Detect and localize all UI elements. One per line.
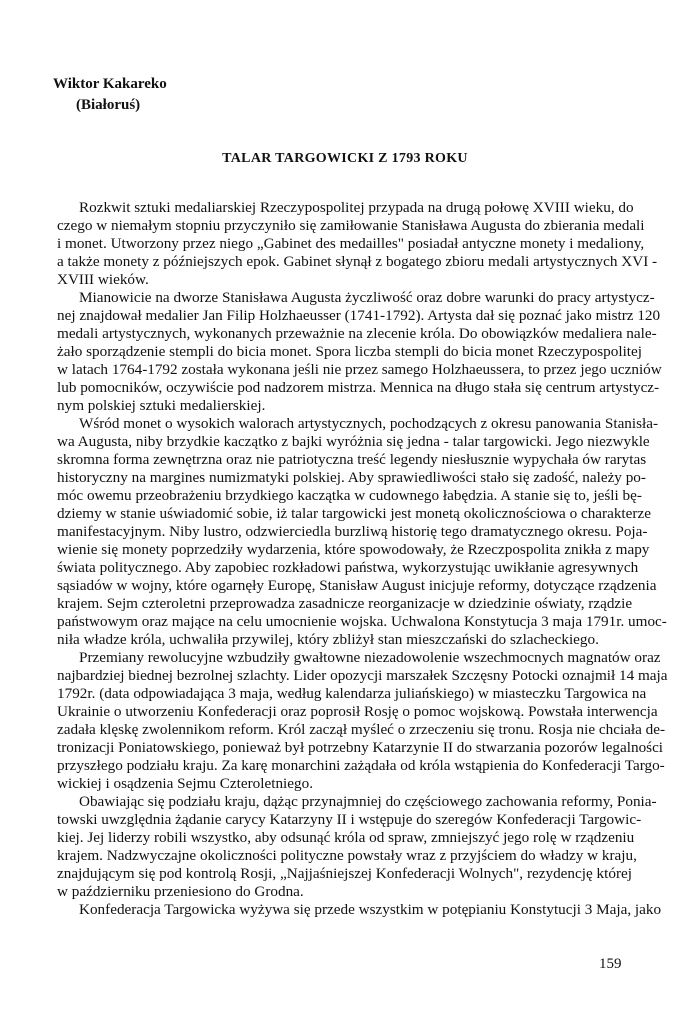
text-line: sąsiadów w wojny, które ogarnęły Europę, Stanisław August inicjuje reformy, dotyczące rządzenia xyxy=(57,577,657,594)
text-line: a także monety z późniejszych epok. Gabinet słynął z bogatego zbioru medali artystycznych XVI - xyxy=(57,253,658,270)
text-line: tronizacji Poniatowskiego, ponieważ był potrzebny Katarzynie II do stwarzania pozorów legalności xyxy=(57,739,664,756)
text-line: państwowym oraz mające na celu umocnienie wojska. Uchwalona Konstytucja 3 maja 1791r. umoc- xyxy=(57,613,667,630)
paragraph xyxy=(57,199,658,289)
paragraph xyxy=(57,649,668,793)
text-line: w październiku przeniesiono do Grodna. xyxy=(57,883,304,900)
article-body xyxy=(57,199,668,919)
text-line: świata politycznego. Aby zapobiec rozkładowi państwa, wykorzystując uwikłanie agresywnych xyxy=(57,559,639,576)
text-line: krajem. Sejm czteroletni przeprowadza zasadnicze reorganizacje w dziedzinie oświaty, rządzie xyxy=(57,595,633,612)
text-line: towski uwzględnia żądanie carycy Katarzyny II i wstępuje do szeregów Konfederacji Targowic- xyxy=(57,811,642,828)
text-line: móc owemu przeobrażeniu brzydkiego kaczątka w cudownego łabędzia. A stanie się to, jeśli bę- xyxy=(57,487,642,504)
text-line: nej znajdował medalier Jan Filip Holzhaeusser (1741-1792). Artysta dał się poznać jako mistrz 120 xyxy=(57,307,661,324)
author-affiliation: (Białoruś) xyxy=(76,97,141,113)
text-line: i monet. Utworzony przez niego „Gabinet des medailles" posiadał antyczne monety i medaliony, xyxy=(57,235,645,252)
text-line: wickiej i osądzenia Sejmu Czteroletniego. xyxy=(57,775,313,792)
text-line: Obawiając się podziału kraju, dążąc przynajmniej do częściowego zachowania reformy, Ponia- xyxy=(79,793,657,810)
text-line: czego w niemałym stopniu przyczyniło się zamiłowanie Stanisława Augusta do zbierania medali xyxy=(57,217,645,234)
text-line: Konfederacja Targowicka wyżywa się przede wszystkim w potępianiu Konstytucji 3 Maja, jako xyxy=(79,901,662,918)
text-line: niła władze króla, uchwaliła przywilej, który zbliżył stan mieszczański do szlacheckiego. xyxy=(57,631,599,648)
text-line: lub pomocników, oczywiście pod nadzorem mistrza. Mennica na długo stała się centrum artystycz- xyxy=(57,379,660,396)
text-line: znajdującym się pod kontrolą Rosji, „Najjaśniejszej Konfederacji Wolnych", rezydencję której xyxy=(57,865,632,882)
text-line: manifestacyjnym. Niby lustro, odzwierciedla burzliwą historię tego dramatycznego okresu. Poja- xyxy=(57,523,648,540)
text-line: Rozkwit sztuki medaliarskiej Rzeczypospolitej przypada na drugą połowę XVIII wieku, do xyxy=(79,199,634,216)
text-line: skromna forma zewnętrzna oraz nie patriotyczna treść legendy niesłusznie wypychała ów rarytas xyxy=(57,451,647,468)
text-line: najbardziej biednej bezrolnej szlachty. Lider opozycji marszałek Szczęsny Potocki oznajmił 14 maja xyxy=(57,667,668,684)
text-line: Mianowicie na dworze Stanisława Augusta życzliwość oraz dobre warunki do pracy artystycz- xyxy=(79,289,655,306)
text-line: dziemy w stanie uświadomić sobie, iż talar targowicki jest monetą okolicznościowa o charakterze xyxy=(57,505,651,522)
text-line: wienie się monety poprzedziły wydarzenia, które spowodowały, że Rzeczpospolita znikła z mapy xyxy=(57,541,650,558)
text-line: wa Augusta, niby brzydkie kaczątko z bajki wyróżnia się jedna - talar targowicki. Jego niezwykle xyxy=(57,433,650,450)
text-line: krajem. Nadzwyczajne okoliczności polityczne powstały wraz z przyjściem do władzy w kraju, xyxy=(57,847,637,864)
paragraph xyxy=(57,415,667,649)
text-line: kiej. Jej liderzy robili wszystko, aby odsunąć króla od spraw, zmniejszyć jego rolę w rządzeniu xyxy=(57,829,635,846)
text-line: w latach 1764-1792 została wykonana jeśli nie przez samego Holzhaeussera, to przez jego uczniów xyxy=(57,361,662,378)
text-line: przyszłego podziału kraju. Za karę monarchini zażądała od króla wstąpienia do Konfederacji Targo- xyxy=(57,757,665,774)
article-title: TALAR TARGOWICKI Z 1793 ROKU xyxy=(222,151,468,166)
paragraph xyxy=(57,901,662,919)
text-line: zadała klęskę zwolennikom reform. Król zaczął myśleć o zrzeczeniu się tronu. Rosja nie chciała de- xyxy=(57,721,666,738)
text-line: nym polskiej sztuki medalierskiej. xyxy=(57,397,266,414)
paragraph xyxy=(57,793,657,901)
text-line: 1792r. (data odpowiadająca 3 maja, według kalendarza juliańskiego) w miasteczku Targowica na xyxy=(57,685,647,702)
page-number: 159 xyxy=(599,956,622,972)
paragraph xyxy=(57,289,662,415)
text-line: żało sporządzenie stempli do bicia monet. Spora liczba stempli do bicia monet Rzeczypospolitej xyxy=(57,343,642,360)
text-line: Przemiany rewolucyjne wzbudziły gwałtowne niezadowolenie wszechmocnych magnatów oraz xyxy=(79,649,661,666)
text-line: XVIII wieków. xyxy=(57,271,149,288)
text-line: historyczny na margines numizmatyki polskiej. Aby sprawiedliwości stało się zadość, należy po- xyxy=(57,469,646,486)
text-line: Wśród monet o wysokich walorach artystycznych, pochodzących z okresu panowania Stanisła- xyxy=(79,415,659,432)
text-line: medali artystycznych, wykonanych przeważnie na zlecenie króla. Do obowiązków medaliera nale- xyxy=(57,325,657,342)
text-line: Ukrainie o utworzeniu Konfederacji oraz poprosił Rosję o pomoc wojskową. Powstała interwencja xyxy=(57,703,658,720)
author-name: Wiktor Kakareko xyxy=(53,76,167,92)
